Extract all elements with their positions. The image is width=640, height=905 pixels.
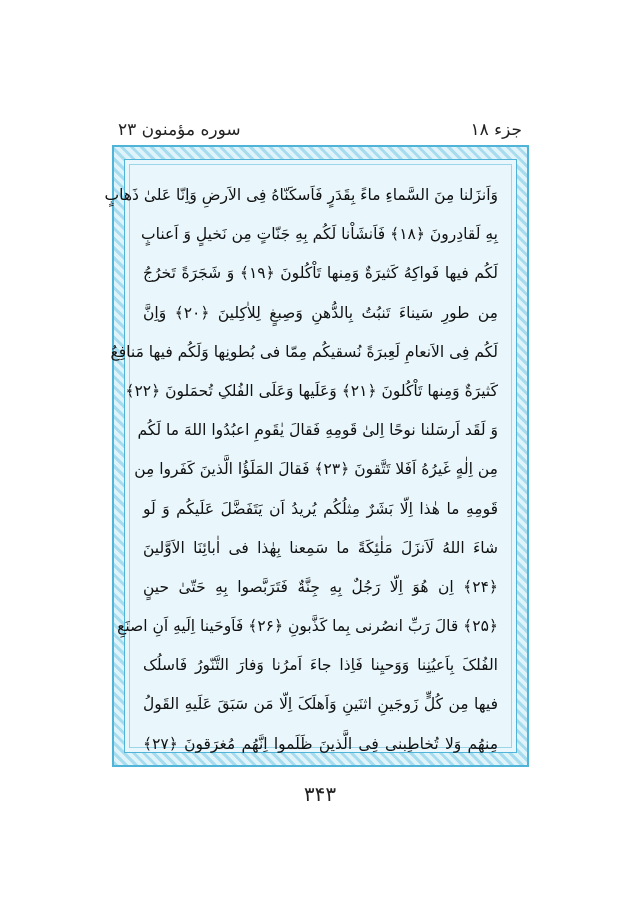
text-line: ﴿۲۴﴾ اِن هُوَ اِلّا رَجُلٌ بِهِ جِنَّةٌ فَتَرَبَّصوا بِهِ حَتّیٰ حینٍ <box>143 577 498 596</box>
text-line: مِن طورِ سَیناءَ تَنبُتُ بِالدُّهنِ وَصِبغٍ لِلاٰکِلینَ ﴿۲۰﴾ وَاِنَّ <box>143 303 498 322</box>
surah-label: سوره مؤمنون ۲۳ <box>118 120 241 140</box>
text-line: کَثیرَةٌ وَمِنها تَاْکُلونَ ﴿۲۱﴾ وَعَلَیها وَعَلَی الفُلکِ تُحمَلونَ ﴿۲۲﴾ <box>125 381 498 400</box>
text-line: لَکُم فِی الاَنعامِ لَعِبرَةً نُسقیکُم مِمّا فی بُطونِها وَلَکُم فیها مَنافِعُ <box>110 342 498 361</box>
ornamental-page-frame <box>104 145 529 767</box>
text-line: فیها مِن کُلٍّ زَوجَینِ اثنَینِ وَاَهلَکَ اِلّا مَن سَبَقَ عَلَیهِ القَولُ <box>143 695 498 714</box>
quran-text <box>104 176 498 753</box>
page-header <box>118 118 522 142</box>
text-line: شاءَ اللهُ لَاَنزَلَ مَلٰئِکَةً ما سَمِعنا بِهٰذا فی اٰبائِنَا الاَوَّلینَ <box>143 538 498 557</box>
juz-label: جزء ۱۸ <box>470 120 522 140</box>
text-line: مِن اِلٰهٍ غَیرُهُ اَفَلا تَتَّقونَ ﴿۲۳﴾ فَقالَ المَلَؤُا الَّذینَ کَفَروا مِن <box>134 460 498 479</box>
text-line: ﴿۲۵﴾ قالَ رَبِّ انصُرنی بِما کَذَّبونِ ﴿۲۶﴾ فَاَوحَینا اِلَیهِ اَنِ اصنَعِ <box>117 617 498 636</box>
text-panel <box>104 159 517 753</box>
text-line: وَاَنزَلنا مِنَ السَّماءِ ماءً بِقَدَرٍ فَاَسکَنّاهُ فِی الاَرضِ وَاِنّا عَلیٰ ذَهابٍ <box>104 186 498 204</box>
text-line: مِنهُم وَلا تُخاطِبنی فِی الَّذینَ ظَلَموا اِنَّهُم مُغرَقونَ ﴿۲۷﴾ <box>143 734 498 753</box>
text-line: لَکُم فیها فَواکِهُ کَثیرَةٌ وَمِنها تَاْکُلونَ ﴿۱۹﴾ وَ شَجَرَةً تَخرُجُ <box>143 264 498 283</box>
text-line: قَومِهِ ما هٰذا اِلّا بَشَرٌ مِثلُکُم یُریدُ اَن یَتَفَضَّلَ عَلَیکُم وَ لَو <box>143 499 498 518</box>
text-line: وَ لَقَد اَرسَلنا نوحًا اِلیٰ قَومِهِ فَقالَ یٰقَومِ اعبُدُوا اللهَ ما لَکُم <box>137 421 498 440</box>
text-line: الفُلکَ بِاَعیُنِنا وَوَحیِنا فَاِذا جاءَ اَمرُنا وَفارَ التَّنّورُ فَاسلُک <box>143 656 498 675</box>
page-number: ۳۴۳ <box>303 782 337 806</box>
text-line: بِهِ لَقادِرونَ ﴿۱۸﴾ فَاَنشَاْنا لَکُم بِهِ جَنّاتٍ مِن نَخیلٍ وَ اَعنابٍ <box>141 225 498 244</box>
